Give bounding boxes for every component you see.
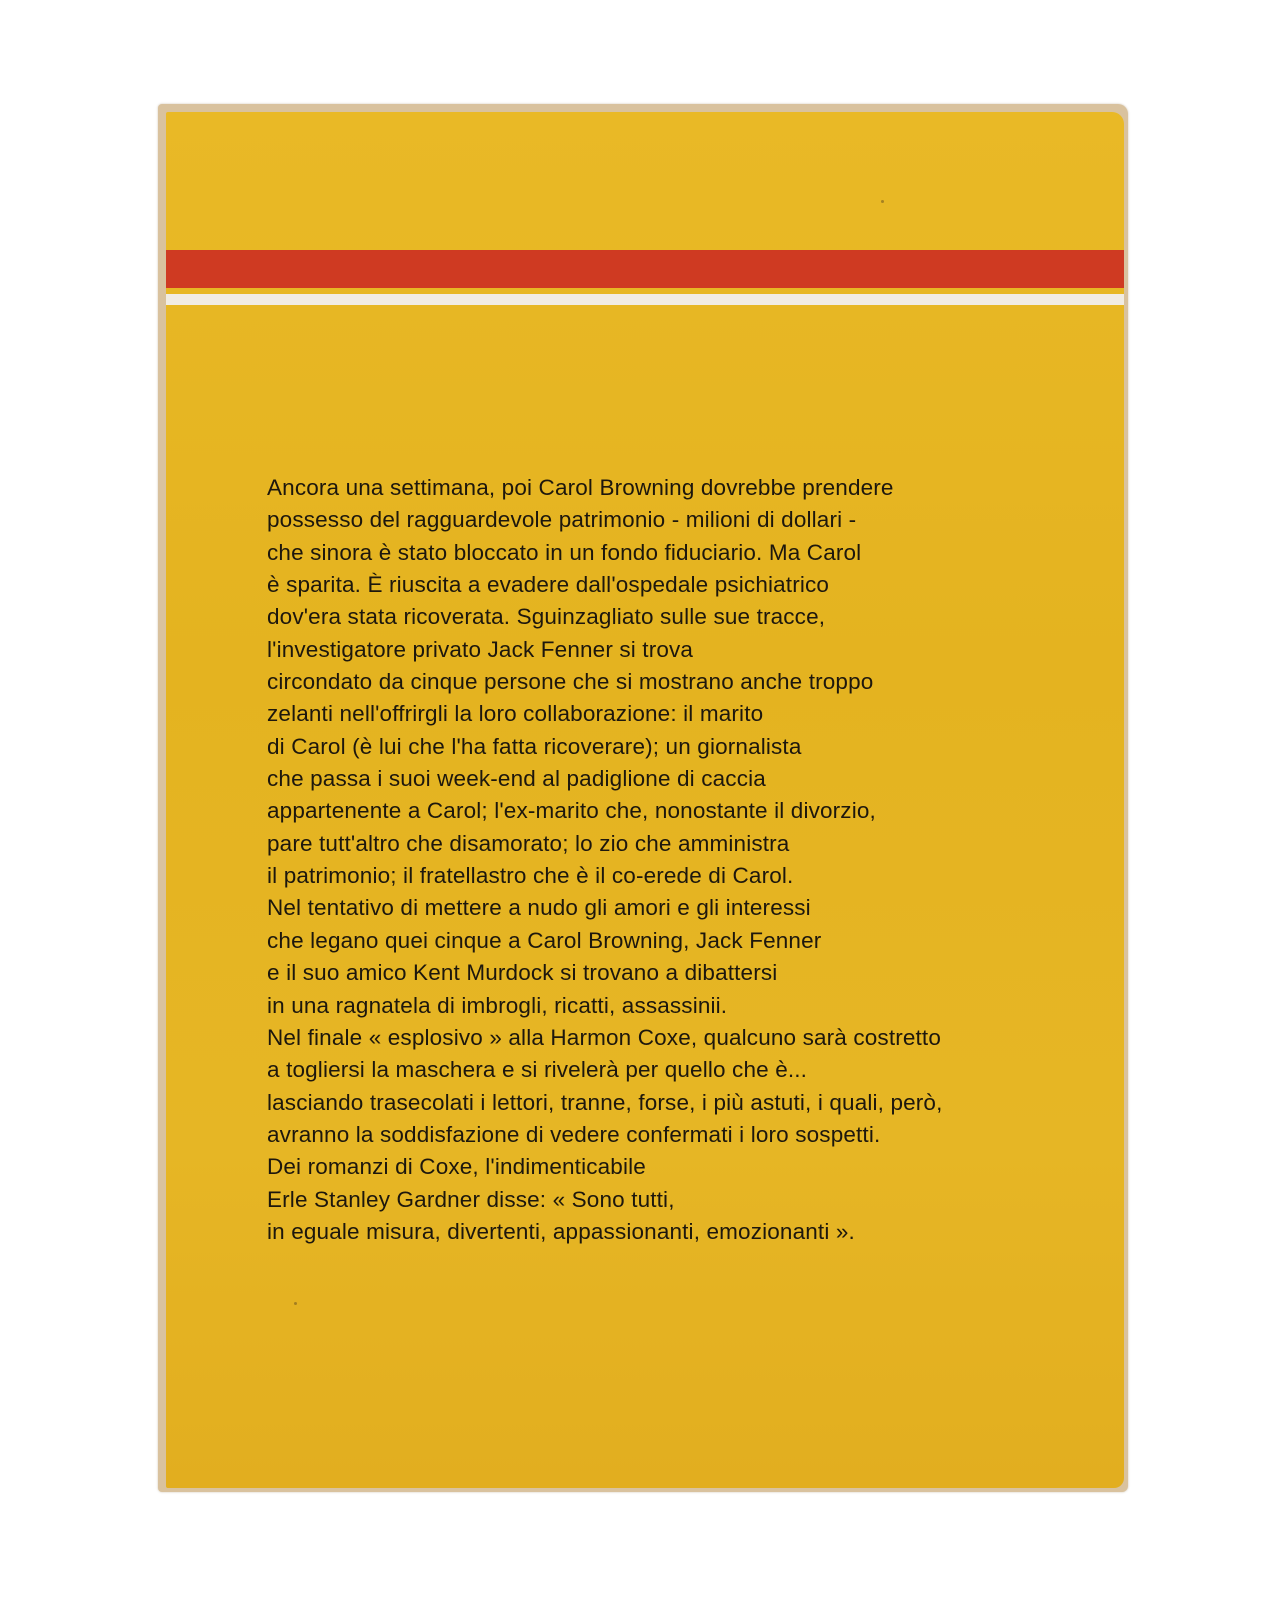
blurb-line: è sparita. È riuscita a evadere dall'ospedale psichiatrico <box>267 572 830 598</box>
blurb-line: in una ragnatela di imbrogli, ricatti, assassinii. <box>267 992 728 1018</box>
blurb-line: il patrimonio; il fratellastro che è il co-erede di Carol. <box>267 863 794 889</box>
blurb-line: di Carol (è lui che l'ha fatta ricoverare); un giornalista <box>267 733 802 759</box>
blurb-line: pare tutt'altro che disamorato; lo zio che amministra <box>267 830 790 856</box>
blurb-line: l'investigatore privato Jack Fenner si trova <box>267 636 694 662</box>
blurb-line: che legano quei cinque a Carol Browning, Jack Fenner <box>267 927 822 953</box>
blurb-line: che sinora è stato bloccato in un fondo fiduciario. Ma Carol <box>267 539 862 565</box>
blurb-line: e il suo amico Kent Murdock si trovano a dibattersi <box>267 960 778 986</box>
blurb-line: in eguale misura, divertenti, appassionanti, emozionanti ». <box>267 1218 855 1244</box>
blurb-line: circondato da cinque persone che si mostrano anche troppo <box>267 669 874 695</box>
blurb-line: dov'era stata ricoverata. Sguinzagliato sulle sue tracce, <box>267 604 826 630</box>
blurb-line: lasciando trasecolati i lettori, tranne, forse, i più astuti, i quali, però, <box>267 1089 943 1115</box>
blurb-line: Nel tentativo di mettere a nudo gli amori e gli interessi <box>267 895 811 921</box>
book-back <box>158 104 1128 1492</box>
blurb-line: che passa i suoi week-end al padiglione di caccia <box>267 766 766 792</box>
blurb-line: zelanti nell'offrirgli la loro collaborazione: il marito <box>267 701 764 727</box>
blurb-line: possesso del ragguardevole patrimonio - milioni di dollari - <box>267 507 857 533</box>
blurb-line: Nel finale « esplosivo » alla Harmon Coxe, qualcuno sarà costretto <box>267 1024 942 1050</box>
blurb-line: a togliersi la maschera e si rivelerà per quello che è... <box>267 1057 808 1083</box>
blurb-line: avranno la soddisfazione di vedere confermati i loro sospetti. <box>267 1121 881 1147</box>
red-stripe <box>166 250 1124 288</box>
paper-speck <box>294 1302 297 1305</box>
paper-speck <box>881 200 884 203</box>
blurb-line: Dei romanzi di Coxe, l'indimenticabile <box>267 1154 646 1180</box>
blurb-line: Erle Stanley Gardner disse: « Sono tutti, <box>267 1186 675 1212</box>
back-cover <box>166 112 1124 1488</box>
blurb-text <box>267 472 1117 1248</box>
blurb-line: Ancora una settimana, poi Carol Browning dovrebbe prendere <box>267 475 894 500</box>
white-stripe <box>166 294 1124 305</box>
blurb-line: appartenente a Carol; l'ex-marito che, nonostante il divorzio, <box>267 798 876 824</box>
